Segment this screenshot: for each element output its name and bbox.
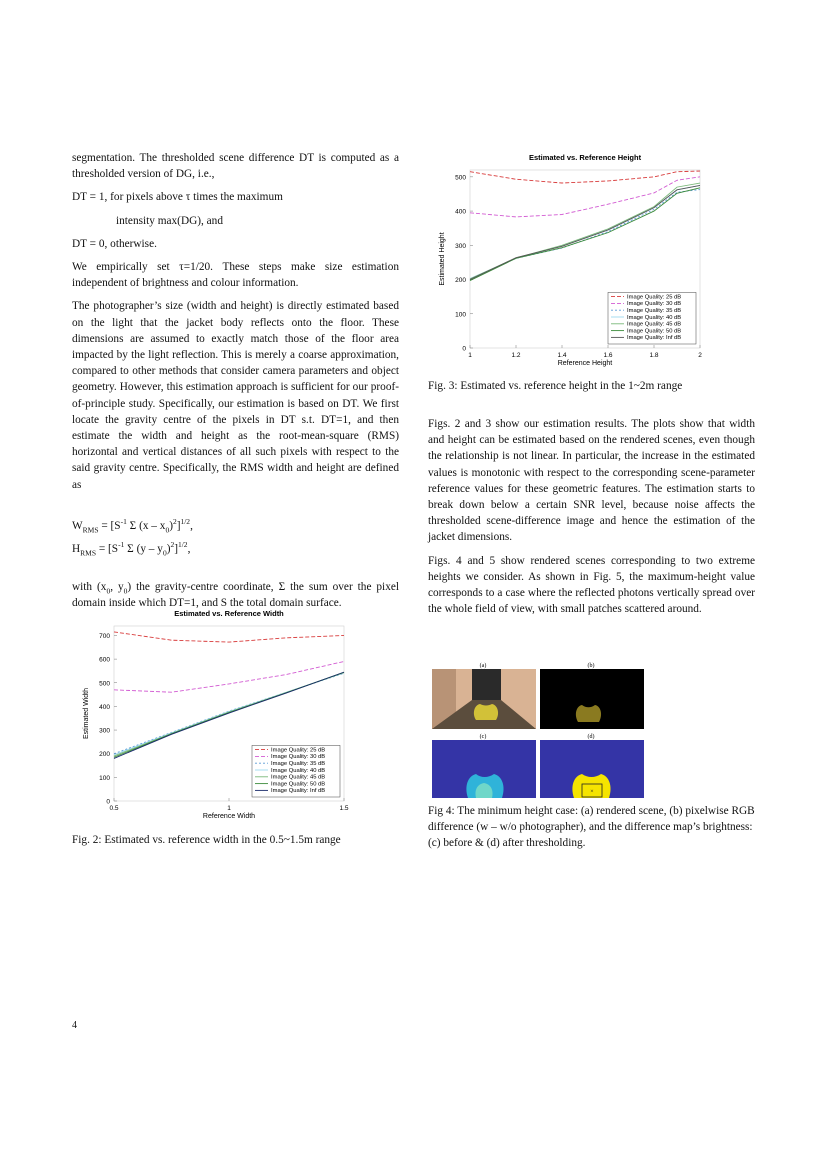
legend-entry: Image Quality: 45 dB (627, 321, 682, 328)
y-tick-label: 400 (455, 208, 466, 216)
x-tick-label: 1 (468, 352, 472, 359)
legend-entry: Image Quality: 50 dB (627, 328, 682, 335)
legend-entry: Image Quality: 35 dB (271, 761, 326, 767)
x-tick-label: 1.8 (649, 352, 659, 359)
legend-entry: Image Quality: 40 dB (627, 314, 682, 321)
width-chart (72, 606, 372, 826)
equation-dt1: DT = 1, for pixels above τ times the maximum (72, 191, 283, 204)
paragraph: with ($x_0$, $y_0$) the gravity-centre coordinate, Σ the sum over the pixel domain inside which DT=1, and S the total domain surface. (72, 581, 399, 610)
y-tick-label: 100 (455, 311, 466, 319)
rendered-scene-image (432, 669, 536, 729)
fig4-panels (428, 658, 650, 800)
legend-entry: Image Quality: 50 dB (271, 781, 326, 788)
legend-entry: Image Quality: 30 dB (271, 754, 326, 761)
legend-entry: Image Quality: 40 dB (271, 767, 326, 774)
legend-entry: Image Quality: Inf dB (627, 335, 682, 342)
difference-image (540, 669, 644, 729)
paragraph: segmentation. The thresholded scene difference DT is computed as a thresholded version of DG, i.e., (72, 152, 399, 181)
x-tick-label: 1 (227, 805, 231, 812)
y-tick-label: 700 (99, 632, 110, 640)
legend-entry: Image Quality: 25 dB (271, 747, 326, 754)
paragraph: Figs. 2 and 3 show our estimation results. The plots show that width and height can be estimated based on the rendered scenes, even though the relationship is not linear. In particular, the increase in the estimated values is monotonic with respect to the corresponding scene-parameter reference values for these geometric features. The estimation starts to break down below a certain SNR level, because noise affects the thresholded scene-difference image and hence the estimation of the jacket dimensions. (428, 418, 755, 544)
legend-entry: Image Quality: Inf dB (271, 788, 326, 795)
series-line (114, 632, 344, 642)
x-axis-label: Reference Height (557, 360, 613, 367)
paragraph: Figs. 4 and 5 show rendered scenes corresponding to two extreme heights we consider. As shown in Fig. 5, the maximum-height value corresponds to a case where the reflected photons vertically spread over the whole field of view, with small patches scattered around. (428, 554, 755, 616)
x-tick-label: 1.6 (603, 352, 613, 359)
paragraph: We empirically set τ=1/20. These steps make size estimation independent of brightness and colour information. (72, 261, 399, 290)
fig2-caption: Fig. 2: Estimated vs. reference width in the 0.5~1.5m range (72, 834, 341, 846)
x-tick-label: 1.2 (511, 352, 521, 359)
panel-label-d: (d) (587, 734, 595, 740)
x-tick-label: 0.5 (109, 805, 119, 812)
legend-entry: Image Quality: 25 dB (627, 294, 682, 301)
equation-w-rms: $W_{RMS} = [S^{-1}$ Σ $(x - x_0)^2]^{1/2}$, (72, 517, 193, 535)
paragraph: The photographer’s size (width and height) is directly estimated based on the light that the jacket body reflects onto the floor. These dimensions are assumed to exactly match those of the floor area impacted by the light reflection. This is merely a coarse approximation, compared to other methods that consider camera parameters and object geometry. However, this estimation approach is sufficient for our proof-of-principle study. Specifically, our estimation is based on DT. We first locate the gravity centre of the pixels in DT s.t. DT=1, and then estimate the width and height as the root-mean-square (RMS) horizontal and vertical distances of all such pixels with respect to the said gravity centre. Specifically, the RMS width and height are defined as (72, 300, 399, 491)
series-line (114, 661, 344, 692)
x-tick-label: 1.4 (557, 352, 567, 359)
series-line (114, 672, 344, 757)
legend-entry: Image Quality: 30 dB (627, 301, 682, 308)
y-tick-label: 100 (99, 774, 110, 782)
y-tick-label: 200 (455, 277, 466, 285)
legend-entry: Image Quality: 35 dB (627, 308, 682, 314)
height-chart (428, 150, 728, 372)
x-axis-label: Reference Width (202, 813, 256, 820)
series-line (470, 185, 700, 279)
series-line (470, 183, 700, 279)
y-axis-label: Estimated Width (83, 688, 90, 739)
right-column (428, 416, 755, 624)
y-tick-label: 500 (455, 174, 466, 182)
equation-h-rms: $H_{RMS} = [S^{-1}$ Σ $(y - y_0)^2]^{1/2}$, (72, 540, 191, 558)
y-tick-label: 0 (106, 798, 110, 806)
fig4-caption: Fig 4: The minimum height case: (a) rendered scene, (b) pixelwise RGB difference (w – w/o photographer), and the difference map’s brightness: (c) before & (d) after thresholding. (428, 805, 755, 849)
equation-dt1-cont: intensity max(DG), and (116, 214, 223, 227)
panel-label-c: (c) (479, 734, 487, 740)
y-tick-label: 400 (99, 703, 110, 711)
y-tick-label: 300 (455, 242, 466, 250)
equation-dt0: DT = 0, otherwise. (72, 237, 157, 250)
legend-entry: Image Quality: 45 dB (271, 774, 326, 781)
page-number: 4 (72, 1020, 77, 1031)
svg-text:×: × (590, 789, 594, 795)
y-axis-label: Estimated Height (439, 232, 446, 286)
brightness-map-after (540, 740, 644, 798)
panel-label-a: (a) (479, 663, 487, 669)
x-tick-label: 1.5 (339, 805, 349, 812)
x-tick-label: 2 (698, 352, 702, 359)
y-tick-label: 300 (99, 727, 110, 735)
y-tick-label: 200 (99, 751, 110, 759)
left-column (72, 150, 399, 619)
brightness-map-before (432, 740, 536, 798)
y-tick-label: 600 (99, 656, 110, 664)
series-line (470, 185, 700, 278)
series-line (470, 171, 700, 183)
panel-label-b: (b) (587, 663, 595, 669)
fig3-caption: Fig. 3: Estimated vs. reference height in the 1~2m range (428, 380, 683, 392)
chart-title: Estimated vs. Reference Height (528, 153, 642, 162)
series-line (470, 188, 700, 281)
series-line (470, 190, 700, 280)
y-tick-label: 500 (99, 680, 110, 688)
y-tick-label: 0 (462, 345, 466, 353)
chart-title: Estimated vs. Reference Width (174, 609, 284, 618)
